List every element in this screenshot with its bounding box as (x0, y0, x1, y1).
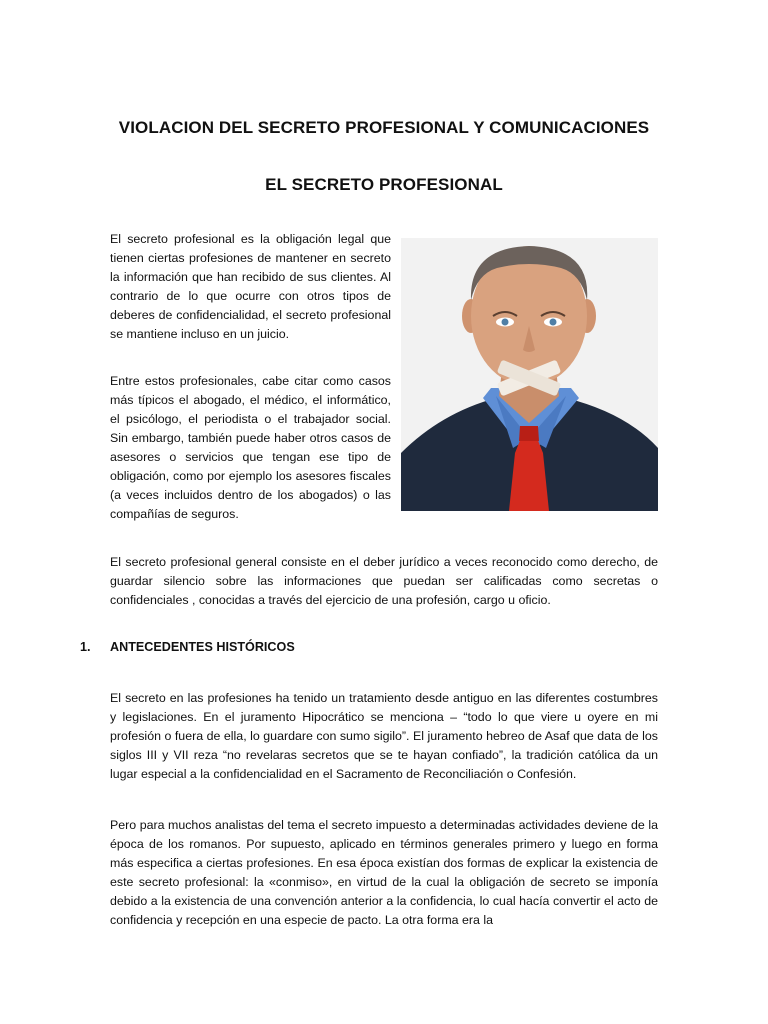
document-subtitle: EL SECRETO PROFESIONAL (265, 175, 503, 194)
section-heading (80, 640, 295, 654)
intro-paragraph-3: El secreto profesional general consiste en el deber jurídico a veces reconocido como derecho, de guardar silencio sobre las informaciones que puedan ser calificadas como secretas o confidenciales , conocidas a través del ejercicio de una profesión, cargo u oficio. (110, 555, 658, 607)
intro-paragraph-2: Entre estos profesionales, cabe citar como casos más típicos el abogado, el médico, el informático, el psicólogo, el periodista o el trabajador social. Sin embargo, también puede haber otros casos de asesores o servicios que tengan ese tipo de obligación, como por ejemplo los asesores fiscales (a veces incluidos dentro de los abogados) o las compañías de seguros. (110, 374, 391, 521)
photo-man-taped-mouth (401, 238, 658, 511)
document-title: VIOLACION DEL SECRETO PROFESIONAL Y COMUNICACIONES (118, 118, 650, 137)
photo-illustration (401, 238, 658, 511)
section-number: 1. (80, 640, 91, 654)
history-paragraph-2: Pero para muchos analistas del tema el secreto impuesto a determinadas actividades deviene de la época de los romanos. Por supuesto, aplicado en términos generales primero y luego en forma más especifica a ciertas profesiones. En esa época existían dos formas de explicar la existencia de este secreto profesional: la «conmiso», en virtud de la cual la obligación de secreto se imponía debido a la existencia de una convención anterior a la confidencia, lo cual hacía convertir el acto de confidencia y recepción en una especie de pacto. La otra forma era la (110, 818, 658, 927)
history-paragraph-1: El secreto en las profesiones ha tenido un tratamiento desde antiguo en las diferentes costumbres y legislaciones. En el juramento Hipocrático se menciona – “todo lo que viere u oyere en mi profesión o fuera de ella, lo guardare con sumo sigilo”. El juramento hebreo de Asaf que data de los siglos III y VII reza “no revelaras secretos que se te hayan confiado”, la tradición católica da un lugar especial a la confidencialidad en el Sacramento de Reconciliación o Confesión. (110, 691, 658, 781)
section-title: ANTECEDENTES HISTÓRICOS (110, 640, 295, 654)
intro-paragraph-1: El secreto profesional es la obligación legal que tienen ciertas profesiones de mantener en secreto la información que han recibido de sus clientes. Al contrario de lo que ocurre con otros tipos de deberes de confidencialidad, el secreto profesional se mantiene incluso en un juicio. (110, 232, 391, 341)
